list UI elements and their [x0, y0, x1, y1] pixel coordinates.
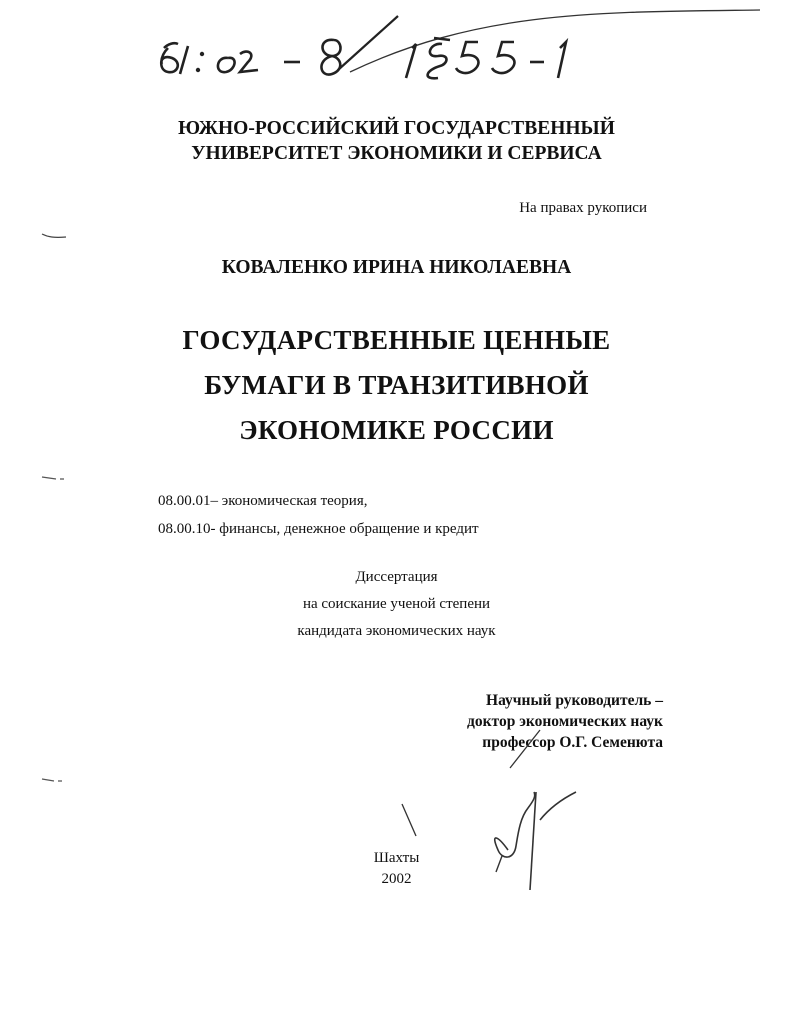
title-line-3: ЭКОНОМИКЕ РОССИИ — [239, 415, 554, 445]
university-line-1: ЮЖНО-РОССИЙСКИЙ ГОСУДАРСТВЕННЫЙ — [178, 118, 615, 139]
scan-mark — [40, 470, 70, 488]
author-name: КОВАЛЕНКО ИРИНА НИКОЛАЕВНА — [221, 257, 572, 278]
supervisor-line-1: Научный руководитель – — [486, 692, 663, 709]
place-and-year — [0, 848, 793, 890]
scan-mark — [40, 772, 70, 790]
supervisor-line-2: доктор экономических наук — [467, 713, 663, 730]
specialty-2: 08.00.10- финансы, денежное обращение и кредит — [158, 521, 479, 537]
handwritten-archive-number — [150, 8, 760, 80]
dissertation-line-1: Диссертация — [355, 569, 438, 585]
university-name — [0, 116, 793, 166]
scan-mark — [40, 228, 70, 246]
dissertation-line-3: кандидата экономических наук — [297, 623, 496, 639]
dissertation-line-2: на соискание ученой степени — [302, 596, 491, 612]
supervisor-line-3: профессор О.Г. Семенюта — [482, 734, 663, 751]
rights-note: На правах рукописи — [519, 200, 647, 216]
dissertation-title — [0, 318, 793, 453]
place: Шахты — [373, 850, 420, 866]
university-line-2: УНИВЕРСИТЕТ ЭКОНОМИКИ И СЕРВИСА — [191, 143, 602, 164]
year: 2002 — [381, 871, 412, 887]
title-line-1: ГОСУДАРСТВЕННЫЕ ЦЕННЫЕ — [182, 325, 611, 355]
title-line-2: БУМАГИ В ТРАНЗИТИВНОЙ — [204, 370, 589, 400]
specialty-1: 08.00.01– экономическая теория, — [158, 493, 368, 509]
dissertation-info — [0, 564, 793, 645]
